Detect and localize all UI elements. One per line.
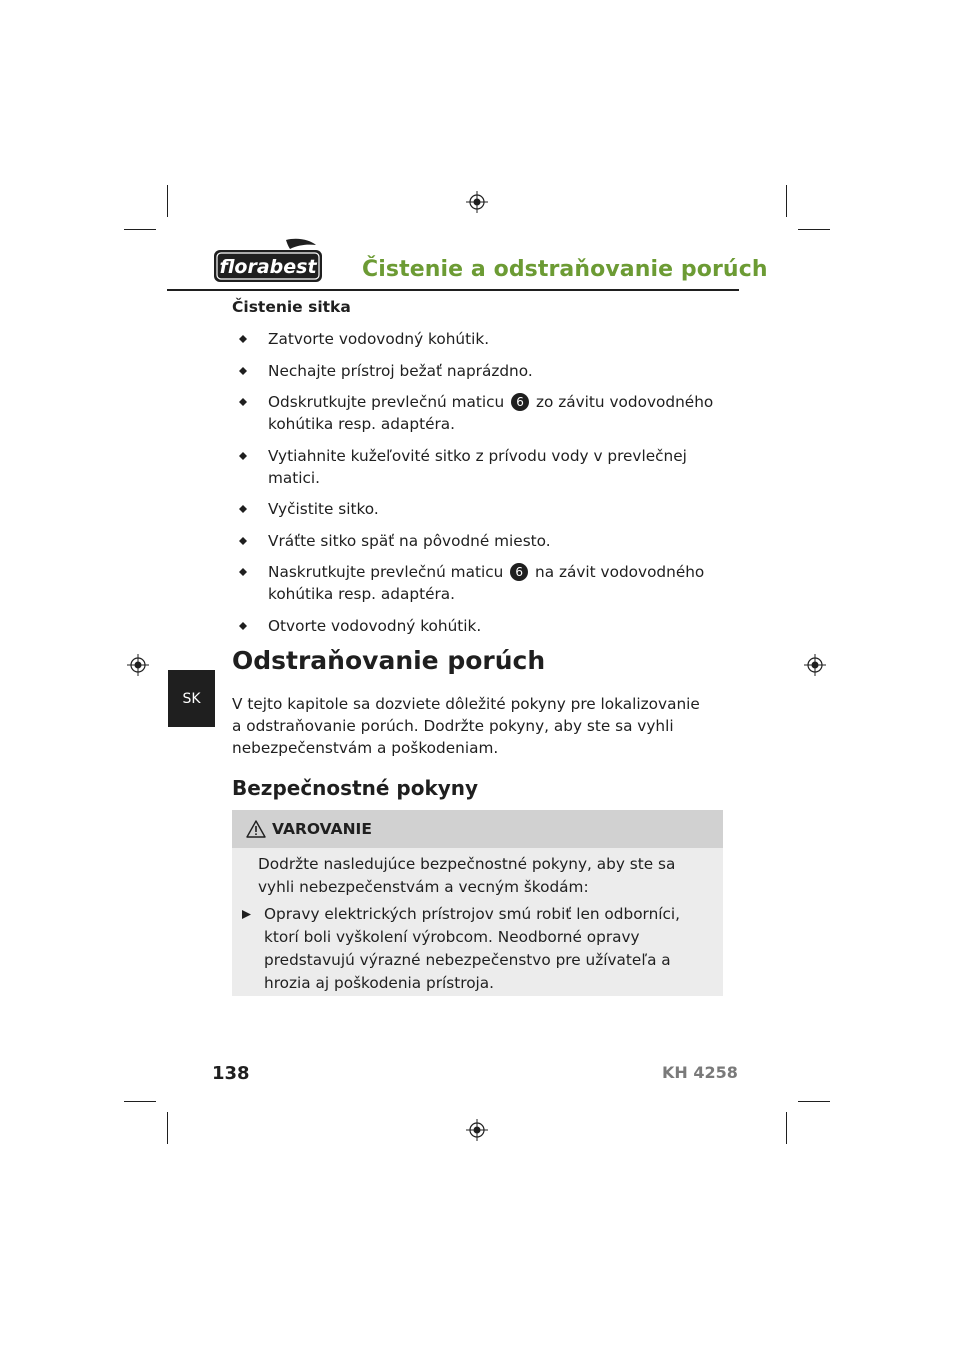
step-text: Zatvorte vodovodný kohútik. — [268, 330, 490, 348]
svg-text:florabest: florabest — [219, 256, 317, 278]
cleaning-step — [232, 328, 732, 350]
step-text: Otvorte vodovodný kohútik. — [268, 616, 482, 635]
cleaning-step — [232, 498, 732, 520]
crop-mark — [167, 185, 168, 217]
chapter-title: Čistenie a odstraňovanie porúch — [362, 257, 768, 282]
florabest-logo — [212, 238, 324, 284]
diamond-bullet-icon — [239, 367, 247, 375]
page-number: 138 — [212, 1063, 250, 1084]
diamond-bullet-icon — [239, 537, 247, 545]
cleaning-step — [232, 445, 732, 489]
section-heading-cleaning: Čistenie sitka — [232, 298, 351, 316]
step-text: Odskrutkujte prevlečnú maticu — [268, 393, 510, 411]
crop-mark — [798, 229, 830, 230]
cleaning-step — [232, 530, 732, 552]
cleaning-step — [232, 391, 732, 435]
intro-paragraph: V tejto kapitole sa dozviete dôležité pokyny pre lokalizovanie a odstraňovanie porúch. Dodržte pokyny, aby ste sa vyhli nebezpečenstvám a poškodeniam. — [232, 695, 700, 757]
language-tab: SK — [168, 670, 215, 727]
crop-mark — [786, 1112, 787, 1144]
warning-list — [232, 903, 723, 995]
registration-mark-icon — [466, 191, 488, 213]
section-title-troubleshooting: Odstraňovanie porúch — [232, 646, 546, 675]
warning-header — [232, 810, 723, 848]
diamond-bullet-icon — [239, 568, 247, 576]
step-text: Vytiahnite kužeľovité sitko z prívodu vody v prevlečnej matici. — [268, 446, 687, 487]
model-number: KH 4258 — [662, 1063, 738, 1082]
warning-text: Dodržte nasledujúce bezpečnostné pokyny, aby ste sa vyhli nebezpečenstvám a vecným škodám: — [258, 855, 676, 896]
cleaning-step — [232, 561, 732, 605]
registration-mark-icon — [466, 1119, 488, 1141]
step-text: Naskrutkujte prevlečnú maticu — [268, 563, 509, 581]
diamond-bullet-icon — [239, 622, 247, 630]
part-number-badge: 6 — [510, 563, 528, 581]
part-number-badge: 6 — [511, 393, 529, 411]
header-divider — [167, 289, 739, 291]
step-text: Vráťte sitko späť na pôvodné miesto. — [268, 531, 551, 550]
cleaning-step — [232, 360, 732, 382]
crop-mark — [124, 229, 156, 230]
step-text: Vyčistite sitko. — [268, 500, 379, 518]
crop-mark — [167, 1112, 168, 1144]
step-text: Nechajte prístroj bežať naprázdno. — [268, 361, 533, 380]
diamond-bullet-icon — [239, 398, 247, 406]
warning-item-text: Opravy elektrických prístrojov smú robiť len odborníci, ktorí boli vyškolení výrobcom. Neodborné opravy predstavujú výrazné nebezpečenstvo pre užívateľa a hrozia aj poškodenia prístroja. — [264, 905, 681, 992]
crop-mark — [786, 185, 787, 217]
arrow-bullet-icon — [242, 910, 251, 919]
warning-triangle-icon — [246, 820, 266, 838]
crop-mark — [798, 1101, 830, 1102]
warning-item — [258, 903, 703, 995]
safety-heading: Bezpečnostné pokyny — [232, 776, 479, 800]
step-text-continued: na závit vodovodného kohútika resp. adaptéra. — [268, 563, 705, 603]
warning-box — [232, 810, 723, 996]
cleaning-step — [232, 615, 732, 637]
crop-mark — [124, 1101, 156, 1102]
cleaning-steps-list — [232, 328, 732, 646]
registration-mark-icon — [804, 654, 826, 676]
diamond-bullet-icon — [239, 335, 247, 343]
diamond-bullet-icon — [239, 505, 247, 513]
registration-mark-icon — [127, 654, 149, 676]
diamond-bullet-icon — [239, 452, 247, 460]
step-text-continued: zo závitu vodovodného kohútika resp. adaptéra. — [268, 393, 714, 433]
warning-label: VAROVANIE — [272, 820, 372, 838]
